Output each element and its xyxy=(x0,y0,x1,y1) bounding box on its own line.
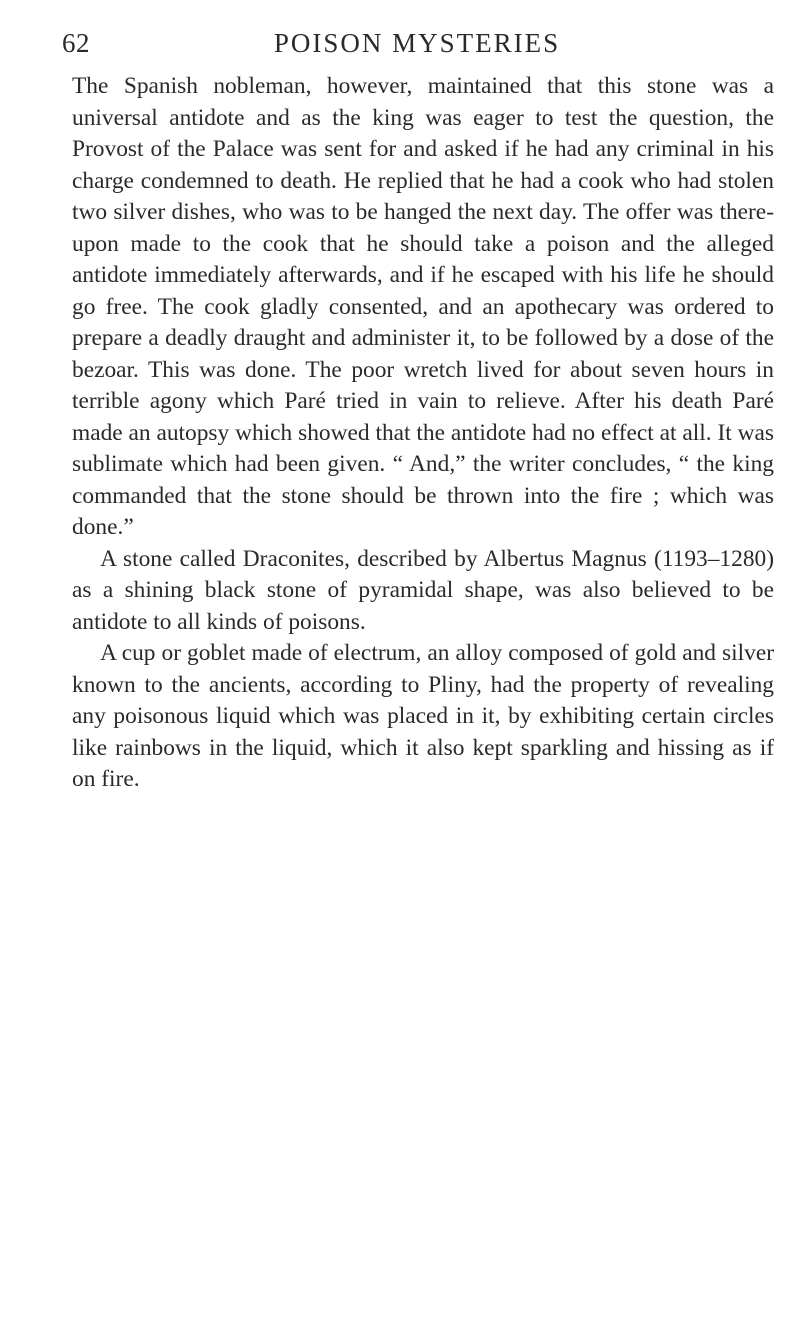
paragraph-electrum-cup: A cup or goblet made of electrum, an alloy composed of gold and silver known to the ancients, according to Pliny, had the property of revealing any poisonous liquid which was placed in it, by exhibiting certain circles like rainbows in the liquid, which it also kept sparkling and hissing as if on fire. xyxy=(72,640,774,792)
paragraph-bezoar-test: The Spanish nobleman, however, maintained that this stone was a universal antidote and as the king was eager to test the question, the Provost of the Palace was sent for and asked if he had any criminal in his charge condemned to death. He replied that he had a cook who had stolen two silver dishes, who was to be hanged the next day. The offer was thereupon made to the cook that he should take a poison and the alleged antidote immediately afterwards, and if he escaped with his life he should go free. The cook gladly consented, and an apothecary was ordered to prepare a deadly draught and administer it, to be followed by a dose of the bezoar. This was done. The poor wretch lived for about seven hours in terrible agony which Paré tried in vain to relieve. After his death Paré made an autopsy which showed that the antidote had no effect at all. It was sublimate which had been given. “ And,” the writer concludes, “ the king commanded that the stone should be thrown into the fire ; which was done.” xyxy=(72,73,774,540)
body-text xyxy=(72,71,774,796)
page-header-title: POISON MYSTERIES xyxy=(273,28,561,58)
page-number: 62 xyxy=(62,28,90,58)
running-head xyxy=(62,28,772,64)
paragraph-draconites: A stone called Draconites, described by Albertus Magnus (1193–1280) as a shining black stone of pyramidal shape, was also believed to be antidote to all kinds of poisons. xyxy=(72,545,774,635)
